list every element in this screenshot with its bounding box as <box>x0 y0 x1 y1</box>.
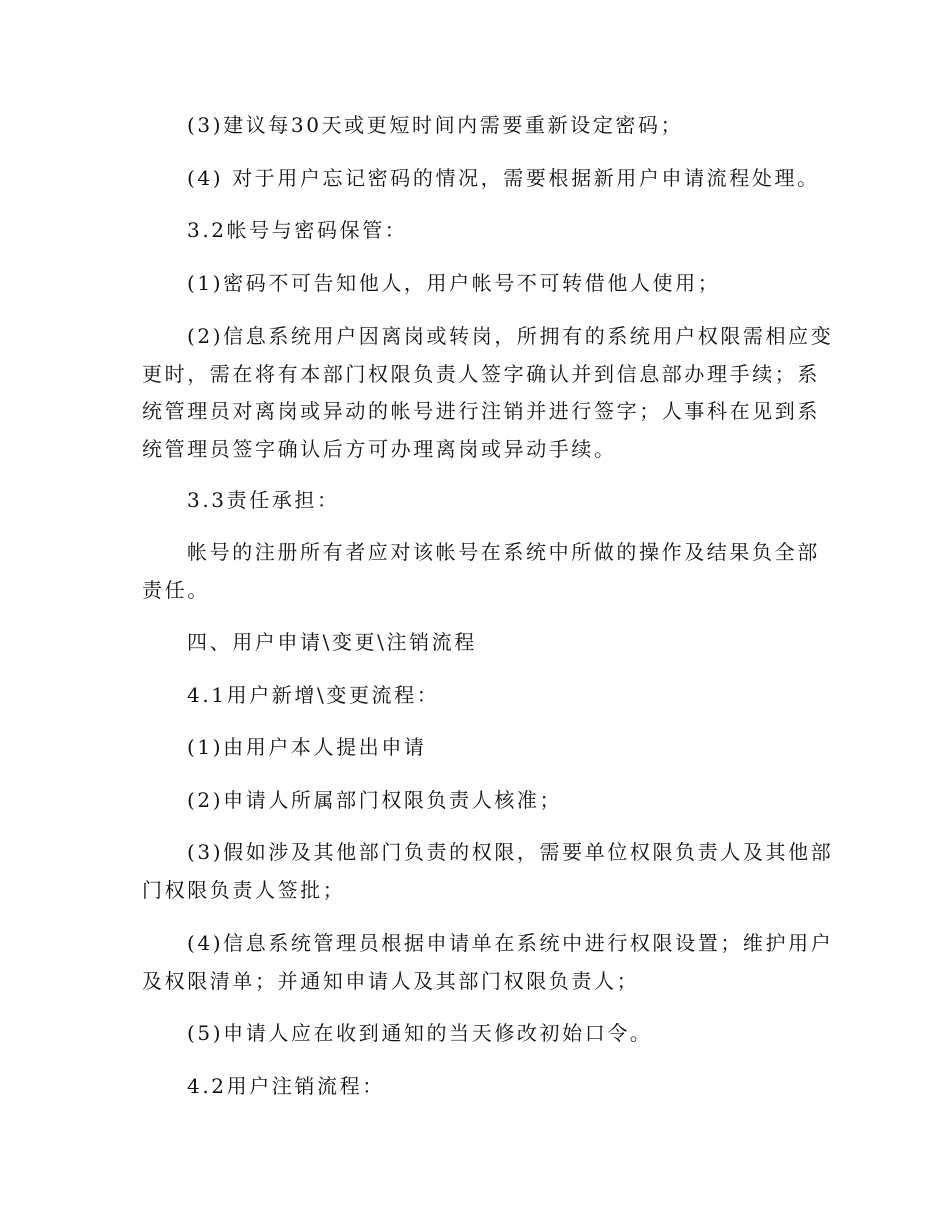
paragraph-step-3 <box>142 834 834 909</box>
section-heading-4-1 <box>142 677 807 715</box>
section-heading-4 <box>142 624 807 662</box>
paragraph-forgot-password <box>142 160 820 198</box>
text-line: 更时，需在将有本部门权限负责人签字确认并到信息部办理手续；系 <box>142 361 820 386</box>
text-line: 统管理员签字确认后方可办理离岗或异动手续。 <box>142 436 617 461</box>
section-heading-3-2 <box>142 212 807 250</box>
text-line: 及权限清单；并通知申请人及其部门权限负责人； <box>142 968 640 993</box>
text-line: 3.2帐号与密码保管： <box>187 218 408 242</box>
text-line: 4.1用户新增\变更流程： <box>187 683 440 707</box>
section-heading-3-3 <box>142 482 807 520</box>
text-line: 门权限负责人签批； <box>142 877 346 902</box>
text-line: (5)申请人应在收到通知的当天修改初始口令。 <box>187 1021 653 1045</box>
paragraph-step-4 <box>142 925 834 1000</box>
text-line: (1)由用户本人提出申请 <box>187 735 427 759</box>
text-line: (1)密码不可告知他人，用户帐号不可转借他人使用； <box>187 271 721 295</box>
text-line: 3.3责任承担： <box>187 488 340 512</box>
paragraph-responsibility <box>142 534 820 609</box>
text-line: (2)信息系统用户因离岗或转岗，所拥有的系统用户权限需相应变 <box>187 324 834 348</box>
paragraph-step-2 <box>142 782 807 820</box>
paragraph-job-change <box>142 318 834 468</box>
text-line: (3)建议每30天或更短时间内需要重新设定密码； <box>187 113 684 137</box>
paragraph-step-5 <box>142 1015 807 1053</box>
text-line: 帐号的注册所有者应对该帐号在系统中所做的操作及结果负全部 <box>187 540 820 564</box>
text-line: (3)假如涉及其他部门负责的权限，需要单位权限负责人及其他部 <box>187 840 834 864</box>
text-line: 责任。 <box>142 577 210 602</box>
section-heading-4-2 <box>142 1068 807 1106</box>
text-line: (4)信息系统管理员根据申请单在系统中进行权限设置；维护用户 <box>187 931 834 955</box>
text-line: 四、用户申请\变更\注销流程 <box>187 630 477 654</box>
paragraph-no-sharing <box>142 265 807 303</box>
text-line: (2)申请人所属部门权限负责人核准； <box>187 788 563 812</box>
paragraph-step-1 <box>142 729 807 767</box>
text-line: (4) 对于用户忘记密码的情况，需要根据新用户申请流程处理。 <box>187 166 820 190</box>
text-line: 4.2用户注销流程： <box>187 1074 385 1098</box>
text-line: 统管理员对离岗或异动的帐号进行注销并进行签字；人事科在见到系 <box>142 399 820 423</box>
paragraph-password-change <box>142 107 807 145</box>
